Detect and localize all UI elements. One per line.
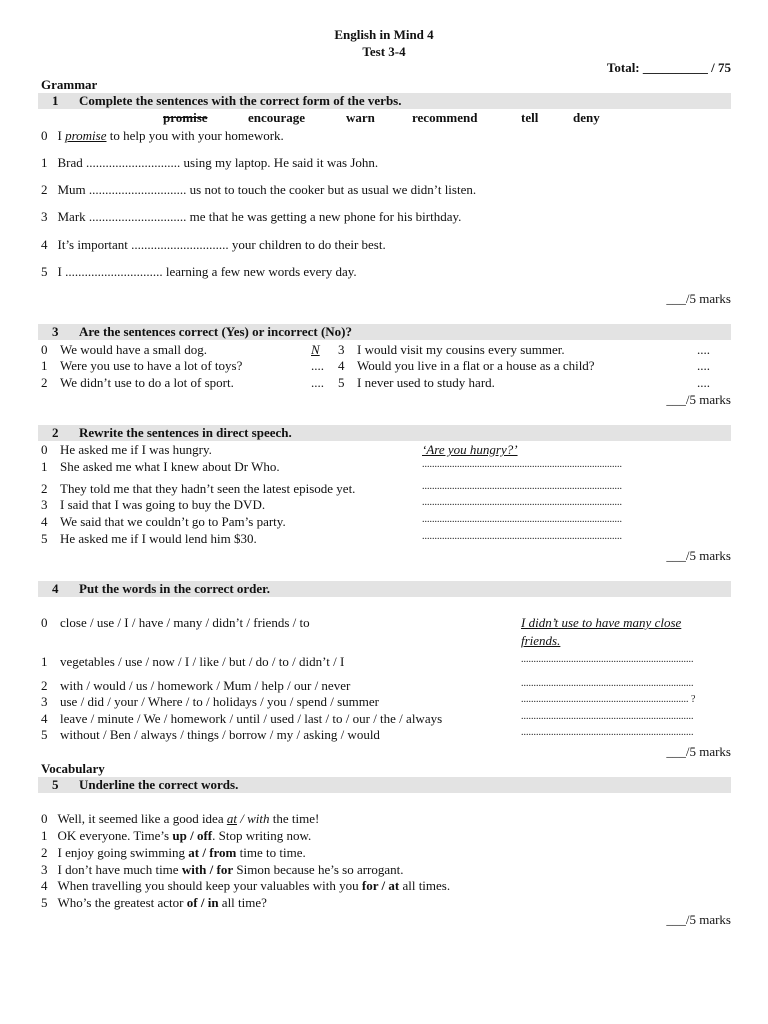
ex3-left-2-text: We didn’t use to do a lot of sport. bbox=[60, 375, 234, 390]
ex1-item-5: 5 I .............................. learning a few new words every day. bbox=[41, 264, 357, 279]
answer-blank: Mark .............................. bbox=[57, 209, 187, 224]
ex1-item-1: 1 Brad ............................. using my laptop. He said it was John. bbox=[41, 155, 379, 170]
choice-option: from bbox=[209, 845, 237, 860]
ex2-item-5-answer: ................................................................................ bbox=[422, 531, 622, 542]
verb-recommend: recommend bbox=[412, 110, 478, 125]
verb-promise: promise bbox=[163, 110, 208, 125]
choice-option: up bbox=[172, 828, 187, 843]
test-title: English in Mind 4 bbox=[334, 27, 434, 42]
ex3-marks: ___/5 marks bbox=[666, 392, 731, 407]
choice-option: for bbox=[361, 878, 379, 893]
ex2-item-4-answer: ................................................................................ bbox=[422, 514, 622, 525]
choice-option: with bbox=[181, 862, 207, 877]
ex5-marks: ___/5 marks bbox=[666, 912, 731, 927]
ex3-left-2-num: 2 bbox=[41, 375, 48, 390]
choice-option: at bbox=[388, 878, 400, 893]
ex4-item-3-answer: ................................................................... ? bbox=[521, 694, 696, 705]
ex4-item-3-num: 3 bbox=[41, 694, 48, 709]
answer-blank: I .............................. bbox=[57, 264, 163, 279]
ex2-item-1-num: 1 bbox=[41, 459, 48, 474]
ex4-header bbox=[38, 581, 731, 597]
ex5-item-5: 5 Who’s the greatest actor of / in all time? bbox=[41, 895, 267, 910]
ex5-item-2: 2 I enjoy going swimming at / from time to time. bbox=[41, 845, 306, 860]
ex3-right-1-answer: .... bbox=[697, 358, 710, 373]
total-score: Total: __________ / 75 bbox=[606, 60, 731, 75]
choice-option: for bbox=[216, 862, 234, 877]
ex4-instruction: Put the words in the correct order. bbox=[79, 581, 270, 596]
ex4-item-1-text: vegetables / use / now / I / like / but / do / to / didn’t / I bbox=[60, 654, 345, 669]
ex2-item-2-answer: ................................................................................ bbox=[422, 481, 622, 492]
ex2-item-1-text: She asked me what I knew about Dr Who. bbox=[60, 459, 280, 474]
ex3-left-1-answer: .... bbox=[311, 358, 324, 373]
ex4-item-5-num: 5 bbox=[41, 727, 48, 742]
ex5-item-0: 0 Well, it seemed like a good idea at / with the time! bbox=[41, 811, 320, 826]
ex3-left-0-num: 0 bbox=[41, 342, 48, 357]
vocabulary-heading: Vocabulary bbox=[41, 761, 105, 776]
ex2-item-0-answer: ‘Are you hungry?’ bbox=[422, 442, 518, 457]
ex2-item-4-text: We said that we couldn’t go to Pam’s party. bbox=[60, 514, 286, 529]
ex2-item-0-num: 0 bbox=[41, 442, 48, 457]
ex4-item-0-text: close / use / I / have / many / didn’t / friends / to bbox=[60, 615, 310, 630]
ex4-item-4-text: leave / minute / We / homework / until / used / last / to / our / the / always bbox=[60, 711, 443, 726]
ex5-item-3: 3 I don’t have much time with / for Simon because he’s so arrogant. bbox=[41, 862, 404, 877]
ex4-item-5-text: without / Ben / always / things / borrow / my / asking / would bbox=[60, 727, 380, 742]
verb-deny: deny bbox=[573, 110, 600, 125]
ex4-item-4-answer: ..................................................................... bbox=[521, 711, 694, 722]
ex3-right-1-text: Would you live in a flat or a house as a child? bbox=[357, 358, 595, 373]
ex3-right-0-answer: .... bbox=[697, 342, 710, 357]
ex1-number: 1 bbox=[52, 93, 59, 108]
ex2-item-2-text: They told me that they hadn’t seen the latest episode yet. bbox=[60, 481, 356, 496]
ex4-item-2-num: 2 bbox=[41, 678, 48, 693]
ex3-header bbox=[38, 324, 731, 340]
ex2-header bbox=[38, 425, 731, 441]
ex2-item-5-num: 5 bbox=[41, 531, 48, 546]
ex3-left-1-text: Were you use to have a lot of toys? bbox=[60, 358, 243, 373]
ex1-item-0: 0 I promise to help you with your homework. bbox=[41, 128, 284, 143]
verb-warn: warn bbox=[346, 110, 375, 125]
ex2-item-1-answer: ................................................................................ bbox=[422, 459, 622, 470]
ex4-marks: ___/5 marks bbox=[666, 744, 731, 759]
choice-option: at bbox=[188, 845, 200, 860]
example-choice: at bbox=[226, 811, 237, 826]
ex1-item-2: 2 Mum .............................. us not to touch the cooker but as usual we didn’t listen. bbox=[41, 182, 477, 197]
ex4-item-0-num: 0 bbox=[41, 615, 48, 630]
verb-tell: tell bbox=[521, 110, 539, 125]
ex1-header bbox=[38, 93, 731, 109]
ex2-item-3-answer: ................................................................................ bbox=[422, 497, 622, 508]
grammar-heading: Grammar bbox=[41, 77, 98, 92]
ex1-instruction: Complete the sentences with the correct form of the verbs. bbox=[79, 93, 402, 108]
ex4-item-4-num: 4 bbox=[41, 711, 48, 726]
ex3-right-1-num: 4 bbox=[338, 358, 345, 373]
ex5-instruction: Underline the correct words. bbox=[79, 777, 239, 792]
answer-blank: Brad ............................. bbox=[57, 155, 181, 170]
ex3-instruction: Are the sentences correct (Yes) or incorrect (No)? bbox=[79, 324, 353, 339]
choice-option: in bbox=[207, 895, 219, 910]
ex4-item-1-num: 1 bbox=[41, 654, 48, 669]
ex1-item-3: 3 Mark .............................. me that he was getting a new phone for his birthday. bbox=[41, 209, 462, 224]
ex4-item-2-answer: ..................................................................... bbox=[521, 678, 694, 689]
choice-option: off bbox=[196, 828, 213, 843]
ex4-item-0-answer-cont: friends. bbox=[521, 633, 561, 648]
ex3-right-2-answer: .... bbox=[697, 375, 710, 390]
ex2-item-3-text: I said that I was going to buy the DVD. bbox=[60, 497, 266, 512]
ex3-number: 3 bbox=[52, 324, 59, 339]
ex2-item-5-text: He asked me if I would lend him $30. bbox=[60, 531, 257, 546]
ex3-right-2-text: I never used to study hard. bbox=[357, 375, 495, 390]
ex3-left-2-answer: .... bbox=[311, 375, 324, 390]
ex5-number: 5 bbox=[52, 777, 59, 792]
ex2-item-3-num: 3 bbox=[41, 497, 48, 512]
ex2-number: 2 bbox=[52, 425, 59, 440]
ex5-item-1: 1 OK everyone. Time’s up / off. Stop writing now. bbox=[41, 828, 312, 843]
verb-encourage: encourage bbox=[248, 110, 306, 125]
ex3-right-0-num: 3 bbox=[338, 342, 345, 357]
answer-blank: It’s important .............................. bbox=[57, 237, 229, 252]
ex4-number: 4 bbox=[52, 581, 59, 596]
ex4-item-1-answer: ..................................................................... bbox=[521, 654, 694, 665]
test-subtitle: Test 3-4 bbox=[362, 44, 406, 59]
ex2-item-4-num: 4 bbox=[41, 514, 48, 529]
ex3-left-0-text: We would have a small dog. bbox=[60, 342, 207, 357]
ex3-right-2-num: 5 bbox=[338, 375, 345, 390]
ex1-item-4: 4 It’s important .............................. your children to do their best. bbox=[41, 237, 386, 252]
ex4-item-0-answer: I didn’t use to have many close bbox=[521, 615, 682, 630]
ex2-marks: ___/5 marks bbox=[666, 548, 731, 563]
example-answer: promise bbox=[65, 128, 107, 143]
ex3-left-0-answer: N bbox=[311, 342, 320, 357]
ex2-item-2-num: 2 bbox=[41, 481, 48, 496]
ex3-right-0-text: I would visit my cousins every summer. bbox=[357, 342, 565, 357]
ex2-item-0-text: He asked me if I was hungry. bbox=[60, 442, 212, 457]
answer-blank: Mum .............................. bbox=[57, 182, 187, 197]
ex3-left-1-num: 1 bbox=[41, 358, 48, 373]
choice-option: of bbox=[186, 895, 198, 910]
ex2-instruction: Rewrite the sentences in direct speech. bbox=[79, 425, 292, 440]
ex5-header bbox=[38, 777, 731, 793]
ex1-marks: ___/5 marks bbox=[666, 291, 731, 306]
ex4-item-3-text: use / did / your / Where / to / holidays / you / spend / summer bbox=[60, 694, 379, 709]
ex4-item-2-text: with / would / us / homework / Mum / help / our / never bbox=[60, 678, 351, 693]
ex4-item-5-answer: ..................................................................... bbox=[521, 727, 694, 738]
ex5-item-4: 4 When travelling you should keep your valuables with you for / at all times. bbox=[41, 878, 451, 893]
